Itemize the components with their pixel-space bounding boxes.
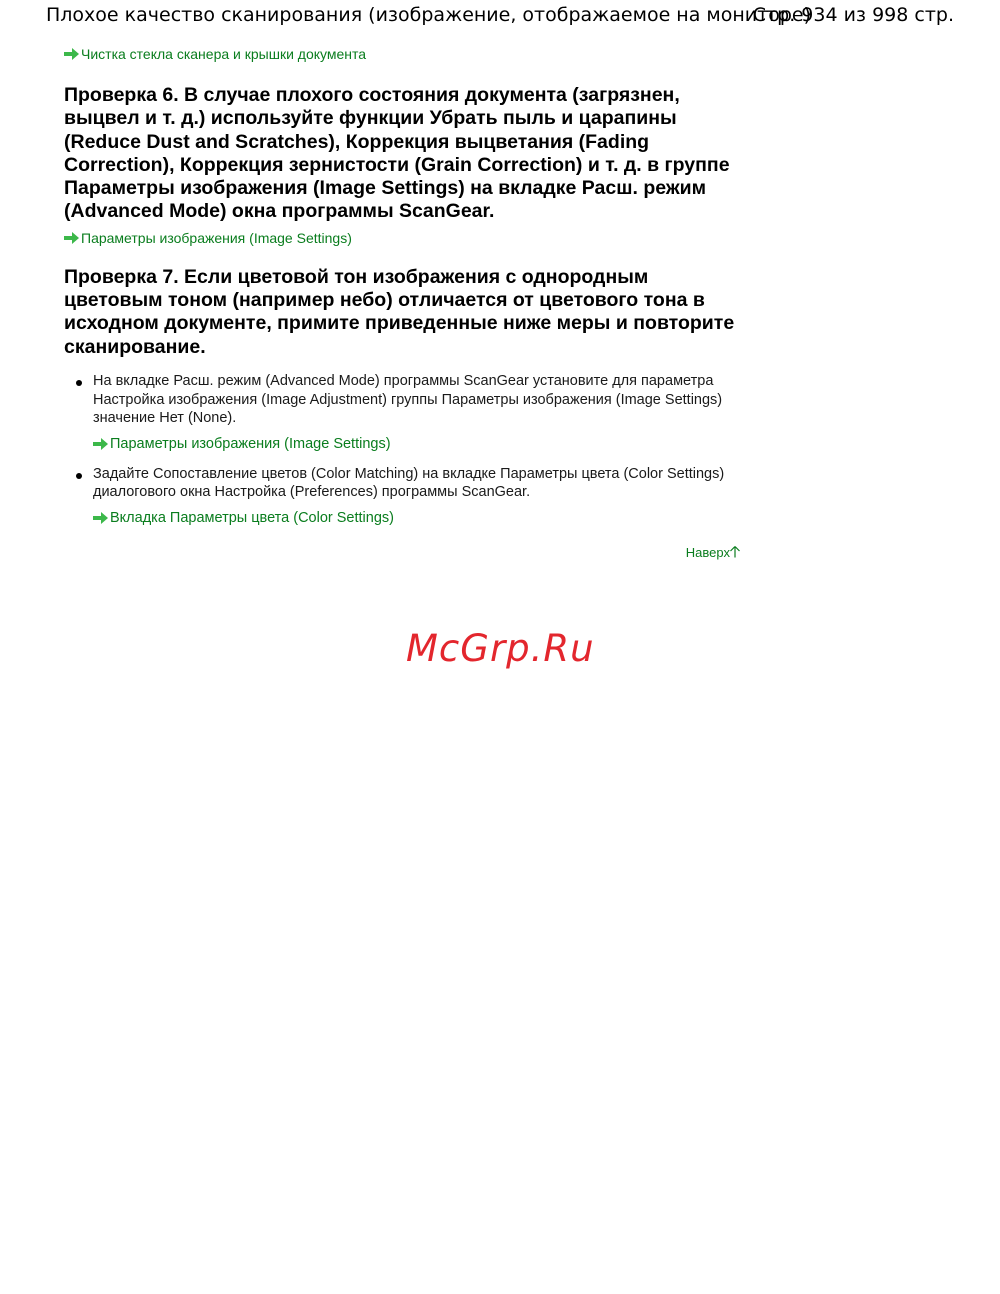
list-item <box>64 372 744 454</box>
list-item <box>64 465 744 528</box>
image-settings-link-row[interactable] <box>64 228 744 248</box>
back-to-top-row <box>64 544 740 562</box>
bullet-text: На вкладке Расш. режим (Advanced Mode) программы ScanGear установите для параметра Настройка изображения (Image Adjustment) группы Параметры изображения (Image Settings) значение Нет (None). <box>93 372 723 427</box>
check6-heading: Проверка 6. В случае плохого состояния документа (загрязнен, выцвел и т. д.) используйте функции Убрать пыль и царапины (Reduce Dust and Scratches), Коррекция выцветания (Fading Correction), Коррекция зернистости (Grain Correction) и т. д. в группе Параметры изображения (Image Settings) на вкладке Расш. режим (Advanced Mode) окна программы ScanGear. <box>64 84 730 223</box>
right-arrow-icon <box>64 232 79 244</box>
bullet-text: Задайте Сопоставление цветов (Color Matching) на вкладке Параметры цвета (Color Settings) диалогового окна Настройка (Preferences) программы ScanGear. <box>93 465 725 501</box>
cleaning-link-row[interactable] <box>64 44 744 64</box>
watermark-logo: McGrp.Ru <box>406 627 595 670</box>
right-arrow-icon <box>93 438 108 450</box>
page-header-title: Плохое качество сканирования (изображение, отображаемое на мониторе) <box>46 4 811 26</box>
right-arrow-icon <box>93 512 108 524</box>
bullet-dot <box>76 473 82 479</box>
bullet-link-row[interactable] <box>93 434 744 454</box>
check7-heading: Проверка 7. Если цветовой тон изображения с однородным цветовым тоном (например небо) отличается от цветового тона в исходном документе, примите приведенные ниже меры и повторите сканирование. <box>64 265 735 358</box>
bullet-dot <box>76 380 82 386</box>
color-settings-tab-link[interactable]: Вкладка Параметры цвета (Color Settings) <box>110 509 394 526</box>
image-settings-link[interactable]: Параметры изображения (Image Settings) <box>81 229 352 246</box>
right-arrow-icon <box>64 48 79 60</box>
main-content <box>64 44 744 562</box>
bullet-link-row[interactable] <box>93 508 744 528</box>
cleaning-link[interactable]: Чистка стекла сканера и крышки документа <box>81 46 367 62</box>
page-number-indicator: Стр. 934 из 998 стр. <box>752 4 954 26</box>
image-settings-link[interactable]: Параметры изображения (Image Settings) <box>110 435 391 452</box>
up-arrow-icon[interactable] <box>730 546 740 558</box>
back-to-top-link[interactable]: Наверх <box>685 544 730 560</box>
page-header <box>46 2 954 28</box>
check7-bullet-list <box>64 372 744 528</box>
